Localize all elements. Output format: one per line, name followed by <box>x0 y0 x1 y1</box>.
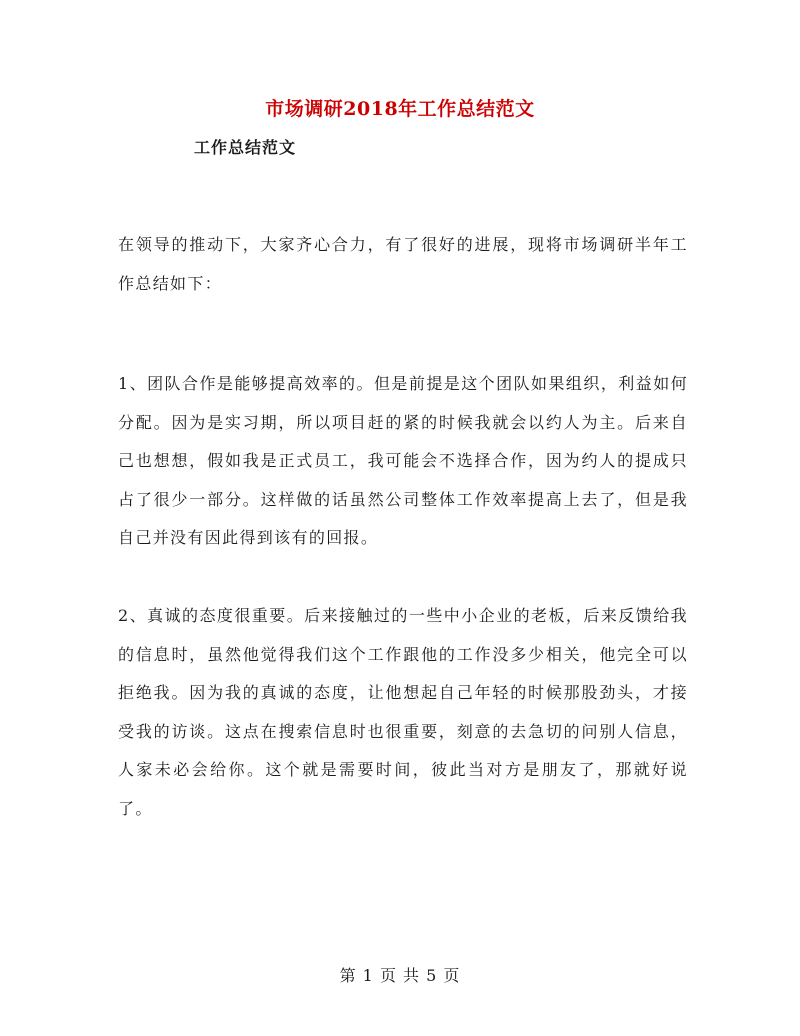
paragraph-teamwork: 1、团队合作是能够提高效率的。但是前提是这个团队如果组织，利益如何分配。因为是实习期，所以项目赶的紧的时候我就会以约人为主。后来自己也想想，假如我是正式员工，我可能会不选择合作，因为约人的提成只占了很少一部分。这样做的话虽然公司整体工作效率提高上去了，但是我自己并没有因此得到该有的回报。 <box>118 374 688 548</box>
paragraph-sincerity: 2、真诚的态度很重要。后来接触过的一些中小企业的老板，后来反馈给我的信息时，虽然他觉得我们这个工作跟他的工作没多少相关，他完全可以拒绝我。因为我的真诚的态度，让他想起自己年轻的时候那股劲头，才接受我的访谈。这点在搜索信息时也很重要，刻意的去急切的问别人信息，人家未必会给你。这个就是需要时间，彼此当对方是朋友了，那就好说了。 <box>118 606 688 818</box>
document-title: 市场调研2018年工作总结范文 <box>265 98 535 120</box>
page-number-footer: 第 1 页 共 5 页 <box>339 966 461 985</box>
document-subtitle: 工作总结范文 <box>194 138 297 157</box>
paragraph-intro: 在领导的推动下，大家齐心合力，有了很好的进展，现将市场调研半年工作总结如下： <box>118 235 688 293</box>
